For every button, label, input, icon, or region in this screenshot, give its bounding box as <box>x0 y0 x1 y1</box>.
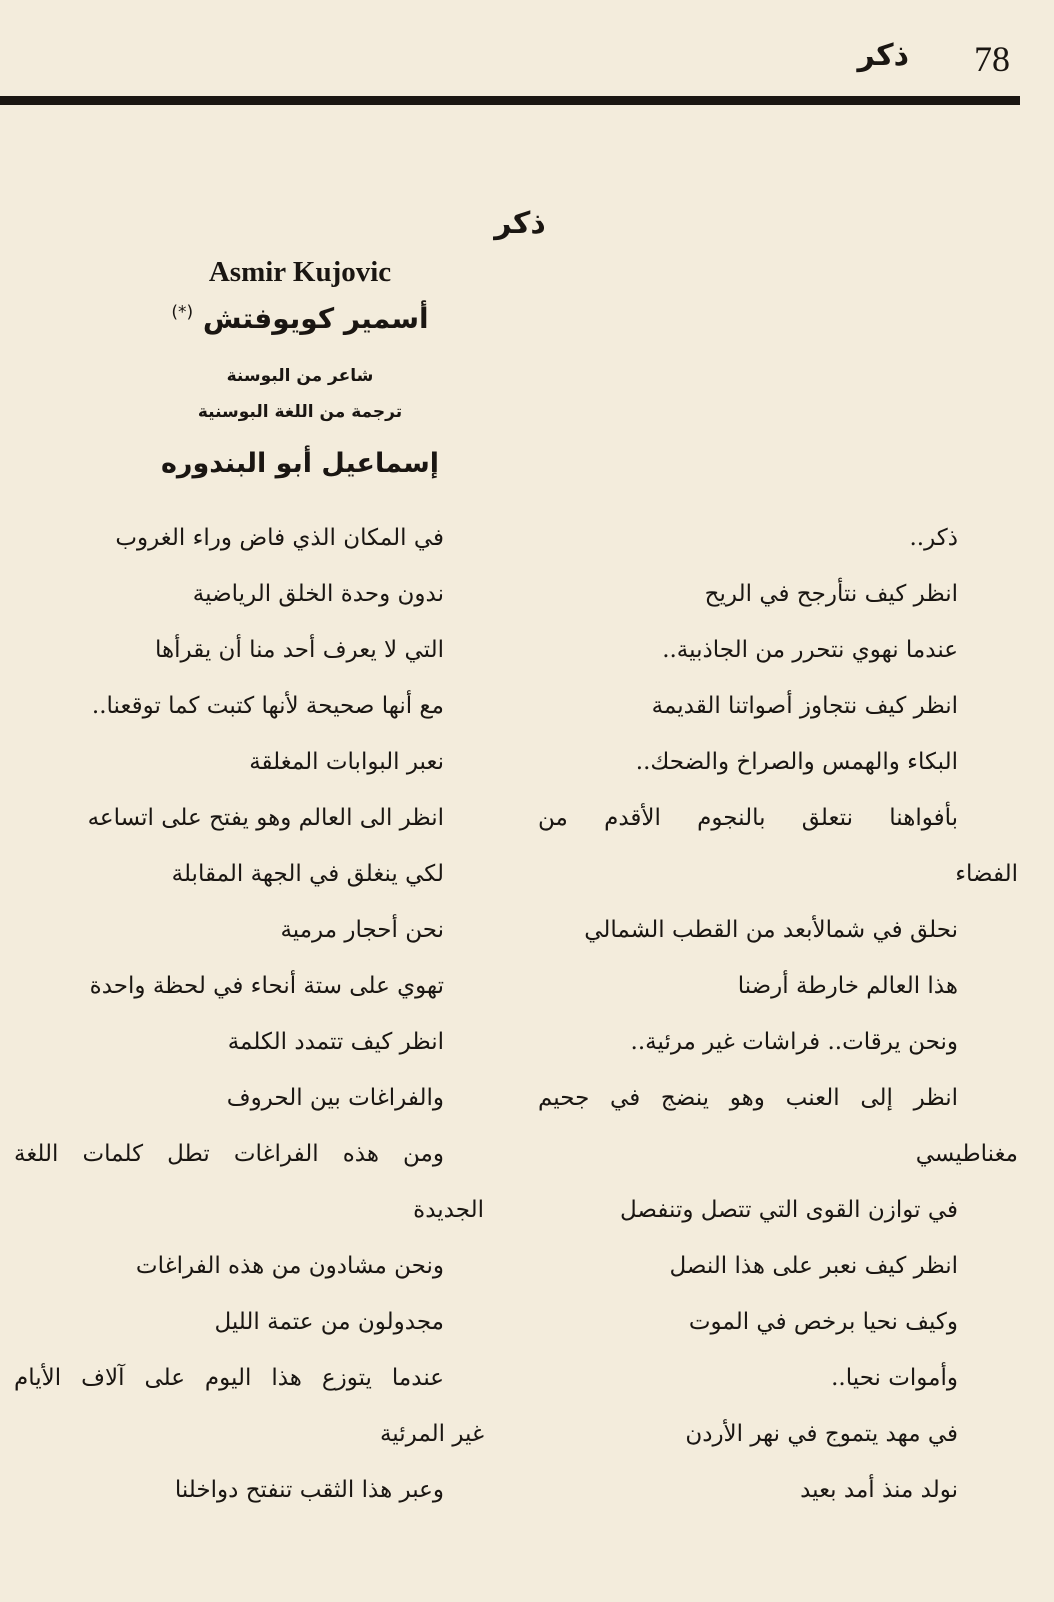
poem-line-continuation: الفضاء <box>955 861 1018 887</box>
poem-line: والفراغات بين الحروف <box>226 1085 444 1111</box>
poet-name-arabic <box>120 302 480 335</box>
poem-line: وكيف نحيا برخص في الموت <box>688 1309 958 1335</box>
poem-column-left <box>14 510 484 1518</box>
poem-line: نحلق في شمالأبعد من القطب الشمالي <box>584 917 958 943</box>
poem-line: ومن هذه الفراغات تطل كلمات اللغة <box>14 1141 444 1167</box>
poem-line: البكاء والهمس والصراخ والضحك.. <box>635 749 958 775</box>
poem-line: لكي ينغلق في الجهة المقابلة <box>171 861 444 887</box>
poem-line: وأموات نحيا.. <box>831 1365 958 1391</box>
poem-line: في مهد يتموج في نهر الأردن <box>685 1421 958 1447</box>
poem-line: انظر الى العالم وهو يفتح على اتساعه <box>87 805 444 831</box>
poem-line: مع أنها صحيحة لأنها كتبت كما توقعنا.. <box>91 693 444 719</box>
poet-origin: شاعر من البوسنة <box>226 366 374 386</box>
poet-name-arabic-text: أسمير كويوفتش <box>202 302 429 335</box>
poem-line: في توازن القوى التي تتصل وتنفصل <box>620 1197 958 1223</box>
page-number: 78 <box>974 39 1010 79</box>
poem-line: نحن أحجار مرمية <box>280 917 444 943</box>
header-rule <box>0 96 1020 105</box>
poem-line: وعبر هذا الثقب تنفتح دواخلنا <box>174 1477 444 1503</box>
translation-note: ترجمة من اللغة البوسنية <box>197 402 403 422</box>
poem-line: انظر كيف نتأرجح في الريح <box>704 581 958 607</box>
running-title: ذكر <box>857 38 909 73</box>
poem-line-continuation: غير المرئية <box>379 1421 484 1447</box>
poem-line: انظر كيف نعبر على هذا النصل <box>669 1253 958 1279</box>
poem-line: نولد منذ أمد بعيد <box>800 1477 958 1503</box>
poem-line: عندما نهوي نتحرر من الجاذبية.. <box>662 637 958 663</box>
poem-line: انظر كيف تتمدد الكلمة <box>227 1029 444 1055</box>
poem-line: في المكان الذي فاض وراء الغروب <box>115 525 444 551</box>
poem-line-continuation: مغناطيسي <box>915 1141 1018 1167</box>
poem-line: ونحن مشادون من هذه الفراغات <box>135 1253 444 1279</box>
poem-line: هذا العالم خارطة أرضنا <box>737 973 958 999</box>
poem-line: ندون وحدة الخلق الرياضية <box>192 581 444 607</box>
poem-line: عندما يتوزع هذا اليوم على آلاف الأيام <box>14 1365 444 1391</box>
poem-line: تهوي على ستة أنحاء في لحظة واحدة <box>89 973 444 999</box>
poem-line-continuation: الجديدة <box>413 1197 484 1223</box>
translator-name: إسماعيل أبو البندوره <box>160 448 440 479</box>
footnote-mark: (*) <box>171 302 194 323</box>
poem-title: ذكر <box>494 206 546 241</box>
poem-line: مجدولون من عتمة الليل <box>214 1309 444 1335</box>
poem-column-right <box>538 510 1018 1518</box>
poem-line: انظر إلى العنب وهو ينضج في جحيم <box>538 1085 958 1111</box>
poem-line: بأفواهنا نتعلق بالنجوم الأقدم من <box>538 805 958 831</box>
poem-line: التي لا يعرف أحد منا أن يقرأها <box>154 637 444 663</box>
poem-line: انظر كيف نتجاوز أصواتنا القديمة <box>651 693 958 719</box>
poem-line: ونحن يرقات.. فراشات غير مرئية.. <box>630 1029 958 1055</box>
poet-name-latin: Asmir Kujovic <box>208 256 392 288</box>
poem-line: ذكر.. <box>909 525 958 551</box>
poem-line: نعبر البوابات المغلقة <box>249 749 444 775</box>
